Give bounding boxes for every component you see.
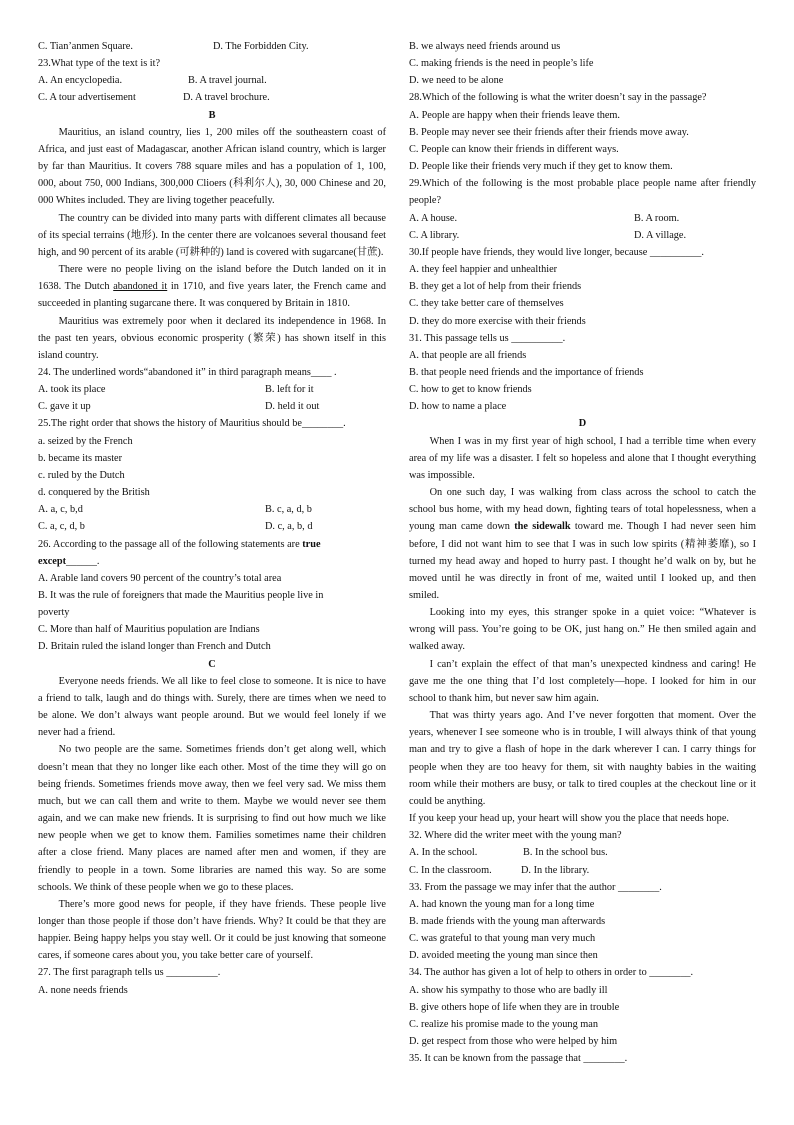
passage-d-paragraph-5: That was thirty years ago. And I’ve never forgotten that moment. Over the years, whenever I see someone who is in trouble, I will always think of that young man and try to give a flash of hope in the dark wherever I can. I carry things for people when they are too heavy for them, sit with naughty babies in the waiting room while their mothers are busy, or talk to tired couples at the checkout line or it could be anything. (409, 710, 756, 807)
q33-option: D. avoided meeting the young man since then (409, 950, 598, 962)
passage-b-paragraph-3: There were no people living on the island before the Dutch landed on it in 1638. The Dutch abandoned it in 1710, and five years later, the French came and succeeded in planting sugarcane there. It was conquered by Britain in 1810. (38, 264, 387, 310)
option-d: D. held it out (265, 401, 320, 413)
passage-b-paragraph-2: The country can be divided into many parts with different climates all because of its special terrains (地形). In the center there are volcanoes several thousand feet high, and 90 percent of its arable (可耕种的) land is covered with sugarcane(甘蔗). (38, 212, 386, 258)
q28-option: B. People may never see their friends after their friends move away. (409, 126, 689, 138)
section-heading-c: C (208, 658, 216, 670)
q31-option: D. how to name a place (409, 401, 507, 413)
right-column (409, 38, 756, 1067)
question-29: 29.Which of the following is the most probable place people name after friendly people? (409, 178, 756, 207)
q27-option-d: D. we need to be alone (409, 75, 504, 87)
q23-options-cd (38, 89, 386, 106)
bold-phrase: the sidewalk (514, 521, 571, 533)
q29-options-ab (409, 210, 756, 227)
question-24: 24. The underlined words“abandoned it” in third paragraph means____ . (38, 366, 337, 378)
q32-options-ab (409, 844, 756, 861)
q28-option: C. People can know their friends in different ways. (409, 143, 619, 155)
q26-option: A. Arable land covers 90 percent of the country’s total area (38, 572, 282, 584)
passage-c-paragraph-3: There’s more good news for people, if they have friends. These people live longer than those people if those don’t have friends. Why? It could be that they are happier. Being happy helps you stay well. Or it could be just knowing that someone cares, if someone cares about you, you take better care of yourself. (38, 898, 386, 962)
q26-option: D. Britain ruled the island longer than French and Dutch (38, 641, 271, 653)
question-31: 31. This passage tells us __________. (409, 332, 566, 344)
question-26: 26. According to the passage all of the following statements are true (38, 538, 321, 550)
q25-item: b. became its master (38, 452, 123, 464)
q23-options-ab (38, 72, 386, 89)
option-a: A. a, c, b,d (38, 504, 83, 516)
q30-option: A. they feel happier and unhealthier (409, 264, 558, 276)
question-23: 23.What type of the text is it? (38, 58, 161, 70)
q33-option: A. had known the young man for a long time (409, 898, 595, 910)
q34-option: B. give others hope of life when they are in trouble (409, 1001, 620, 1013)
question-25: 25.The right order that shows the history of Mauritius should be________. (38, 418, 346, 430)
q27-option-c: C. making friends is the need in people’s life (409, 58, 594, 70)
q32-options-cd (409, 862, 756, 879)
passage-d-paragraph-1: When I was in my first year of high school, I had a terrible time when every area of my life was a disaster. I felt so hopeless and alone that I thought everything was impossible. (409, 435, 756, 481)
question-34: 34. The author has given a lot of help to others in order to ________. (409, 967, 694, 979)
option-a: A. In the school. (409, 847, 478, 859)
q31-option: B. that people need friends and the importance of friends (409, 366, 644, 378)
option-b: B. In the school bus. (523, 847, 608, 859)
option-c: C. In the classroom. (409, 864, 492, 876)
q29-options-cd (409, 227, 756, 244)
question-30: 30.If people have friends, they would live longer, because __________. (409, 246, 704, 258)
q34-option: D. get respect from those who were helped by him (409, 1036, 618, 1048)
option-a: A. took its place (38, 384, 106, 396)
passage-c-paragraph-2: No two people are the same. Sometimes friends don’t get along well, which doesn’t mean that they no longer like each other. Most of the time they will go on being friends. Sometimes friends move away, then we feel very sad. We miss them much, but we can call them and write to them. Maybe we would never see them again, and we can make new friends. It is surprising to find out how much we like new people when we get to know them. Families sometimes name their children after a close friend. Many places are named after men and women, if they are friendly to people in a town. Some libraries are named this way. So are some schools. We think of these people when we go to these places. (38, 744, 386, 893)
underlined-phrase: abandoned it (113, 281, 168, 293)
option-a: A. An encyclopedia. (38, 75, 123, 87)
q24-options-cd (38, 398, 386, 415)
q28-option: A. People are happy when their friends leave them. (409, 109, 621, 121)
q31-option: A. that people are all friends (409, 349, 527, 361)
q25-item: c. ruled by the Dutch (38, 469, 125, 481)
section-heading-b: B (208, 109, 216, 121)
q25-options-cd (38, 518, 386, 535)
option-c: C. a, c, d, b (38, 521, 85, 533)
passage-d-paragraph-3: Looking into my eyes, this stranger spoke in a quiet voice: “Whatever is wrong will pass. You’re going to be OK, just hang on.” He then smiled again and walked away. (409, 607, 756, 653)
q26-option: B. It was the rule of foreigners that made the Mauritius people live in (38, 590, 324, 601)
q31-option: C. how to get to know friends (409, 384, 532, 396)
option-b: B. A travel journal. (188, 75, 267, 87)
option-d: D. In the library. (521, 864, 590, 876)
option-d: D. The Forbidden City. (213, 41, 309, 52)
passage-b-paragraph-4: Mauritius was extremely poor when it declared its independence in 1968. In the past ten years, obvious economic prosperity (繁荣) has shown itself in this island country. (38, 315, 386, 361)
q24-options-ab (38, 381, 386, 398)
section-heading-d: D (578, 418, 587, 430)
option-c: C. A library. (409, 229, 460, 241)
passage-d-paragraph-4: I can’t explain the effect of that man’s unexpected kindness and caring! He gave me the one thing that I’d lost completely—hope. I looked for him in our school to thank him, but never saw him again. (409, 658, 756, 704)
option-d: D. A travel brochure. (183, 92, 270, 104)
question-33: 33. From the passage we may infer that the author ________. (409, 881, 662, 893)
q27-option-a: A. none needs friends (38, 984, 128, 996)
q33-option: C. was grateful to that young man very much (409, 933, 596, 945)
left-column (38, 38, 386, 999)
question-32: 32. Where did the writer meet with the young man? (409, 830, 622, 842)
question-27: 27. The first paragraph tells us __________. (38, 967, 221, 979)
passage-b-paragraph-1: Mauritius, an island country, lies 1, 200 miles off the southeastern coast of Africa, and just east of Madagascar, another African island country, which is larger by far than Mauritius. It covers 788 square miles and has a population of 1, 100, 000, about 750, 000 Indians, 300,000 Clioers (科利尔人), 30, 000 Chinese and 20, 000 Whites included. They are living together peacefully. (38, 126, 386, 207)
q26-option: poverty (38, 607, 70, 619)
q28-option: D. People like their friends very much if they get to know them. (409, 161, 673, 173)
option-b: B. left for it (265, 384, 314, 396)
passage-c-paragraph-1: Everyone needs friends. We all like to feel close to someone. It is nice to have a friend to talk, laugh and do things with. Surely, there are times when we need to be alone. We don’t always want people around. But we would feel lonely if we never had a friend. (38, 675, 386, 739)
q30-option: D. they do more exercise with their friends (409, 315, 586, 327)
passage-d-paragraph-6: If you keep your head up, your heart will show you the place that needs hope. (409, 813, 729, 825)
q25-item: d. conquered by the British (38, 487, 150, 499)
q34-option: A. show his sympathy to those who are badly ill (409, 984, 608, 996)
option-b: B. A room. (634, 212, 680, 224)
option-c: C. Tian’anmen Square. (38, 41, 133, 52)
q30-option: C. they take better care of themselves (409, 298, 564, 310)
option-b: B. c, a, d, b (265, 504, 312, 516)
q27-option-b: B. we always need friends around us (409, 41, 561, 52)
q33-option: B. made friends with the young man afterwards (409, 915, 606, 927)
q30-option: B. they get a lot of help from their friends (409, 281, 582, 293)
option-c: C. A tour advertisement (38, 92, 136, 104)
q25-options-ab (38, 501, 386, 518)
option-d: D. c, a, b, d (265, 521, 313, 533)
option-a: A. A house. (409, 212, 458, 224)
q22-options-cd (38, 38, 386, 55)
passage-d-paragraph-2: On one such day, I was walking from class across the school to catch the school bus home, with my head down, fighting tears of total hopelessness, when a young man came down the sidewalk toward me. Though I had never seen him before, I did not want him to see that I was in such low spirits (精神萎靡), so I turned my head away and hoped to hurry past. I thought he’d walk on by, but he moved until he was directly in front of me, waited until I looked up, and then smiled. (409, 487, 756, 601)
question-28: 28.Which of the following is what the writer doesn’t say in the passage? (409, 92, 707, 104)
question-35: 35. It can be known from the passage that ________. (409, 1053, 628, 1065)
question-26-cont: except______. (38, 555, 100, 567)
option-c: C. gave it up (38, 401, 91, 413)
option-d: D. A village. (634, 229, 687, 241)
q26-option: C. More than half of Mauritius population are Indians (38, 624, 260, 636)
q34-option: C. realize his promise made to the young man (409, 1018, 599, 1030)
q25-item: a. seized by the French (38, 435, 133, 447)
